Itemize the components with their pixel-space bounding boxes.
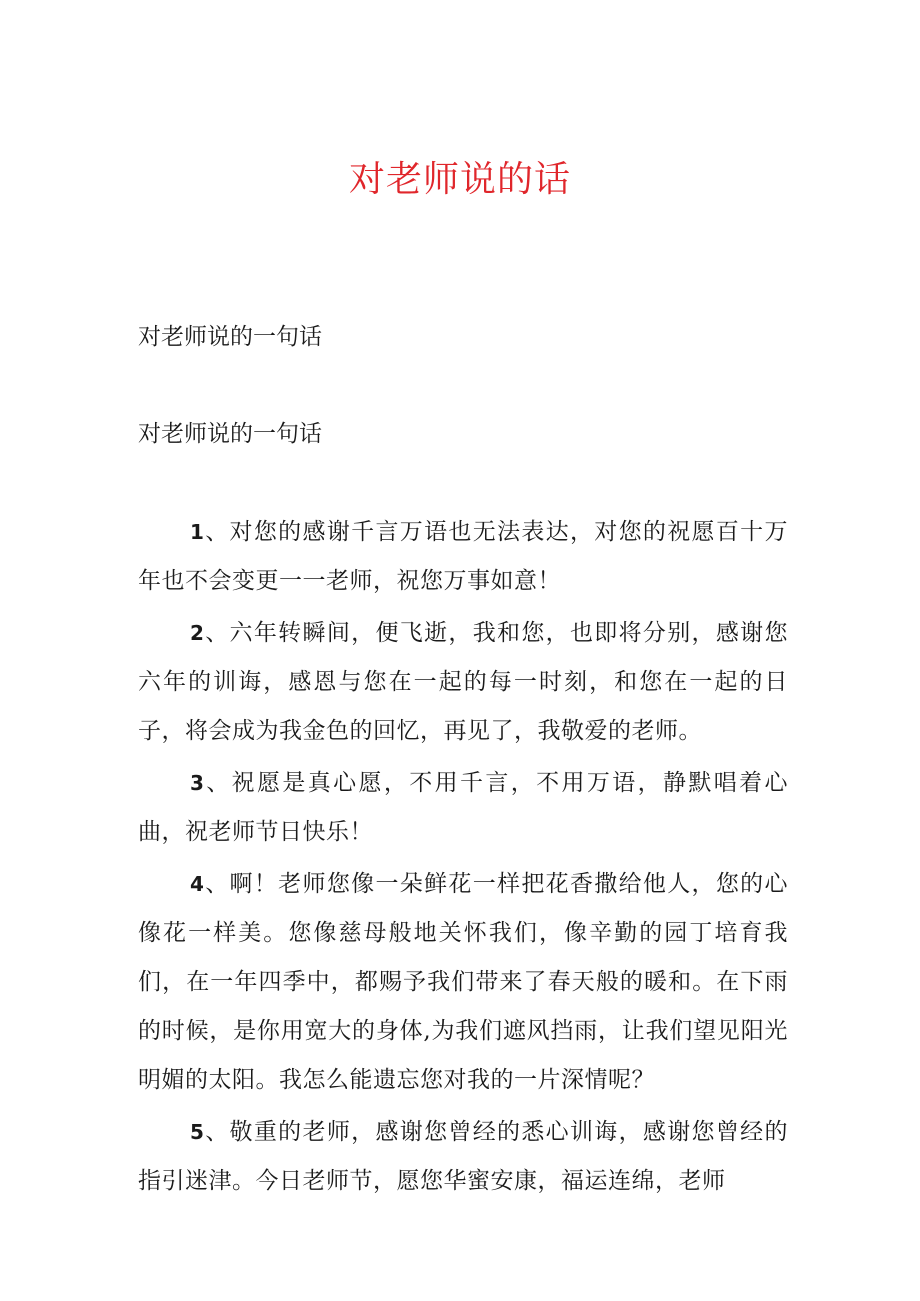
paragraph-text: 、啊！老师您像一朵鲜花一样把花香撒给他人，您的心像花一样美。您像慈母般地关怀我们，像辛勤的园丁培育我们，在一年四季中，都赐予我们带来了春天般的暖和。在下雨的时候，是你用宽大的身体,为我们遮风挡雨，让我们望见阳光明媚的太阳。我怎么能遗忘您对我的一片深情呢？ [138, 871, 788, 1093]
paragraph-number: 1 [190, 520, 205, 544]
paragraph [138, 759, 788, 857]
paragraph-text: 、敬重的老师，感谢您曾经的悉心训诲，感谢您曾经的指引迷津。今日老师节，愿您华蜜安康，福运连绵，老师 [138, 1119, 788, 1194]
paragraph-number: 4 [190, 872, 205, 896]
paragraph-number: 2 [190, 621, 205, 645]
paragraph-number: 3 [190, 771, 205, 795]
paragraph [138, 609, 788, 756]
paragraph-number: 5 [190, 1120, 205, 1144]
subtitle-line: 对老师说的一句话 [138, 421, 322, 447]
paragraph [138, 508, 788, 606]
paragraph [138, 1108, 788, 1206]
subtitle-line: 对老师说的一句话 [138, 324, 322, 350]
paragraph-text: 、六年转瞬间，便飞逝，我和您，也即将分别，感谢您六年的训诲，感恩与您在一起的每一时刻，和您在一起的日子，将会成为我金色的回忆，再见了，我敬爱的老师。 [138, 620, 788, 744]
document-title: 对老师说的话 [348, 159, 571, 200]
paragraph-text: 、祝愿是真心愿，不用千言，不用万语，静默唱着心曲，祝老师节日快乐！ [138, 770, 788, 845]
document-body [138, 508, 788, 1209]
paragraph [138, 860, 788, 1105]
paragraph-text: 、对您的感谢千言万语也无法表达，对您的祝愿百十万年也不会变更一一老师，祝您万事如意！ [138, 519, 788, 594]
